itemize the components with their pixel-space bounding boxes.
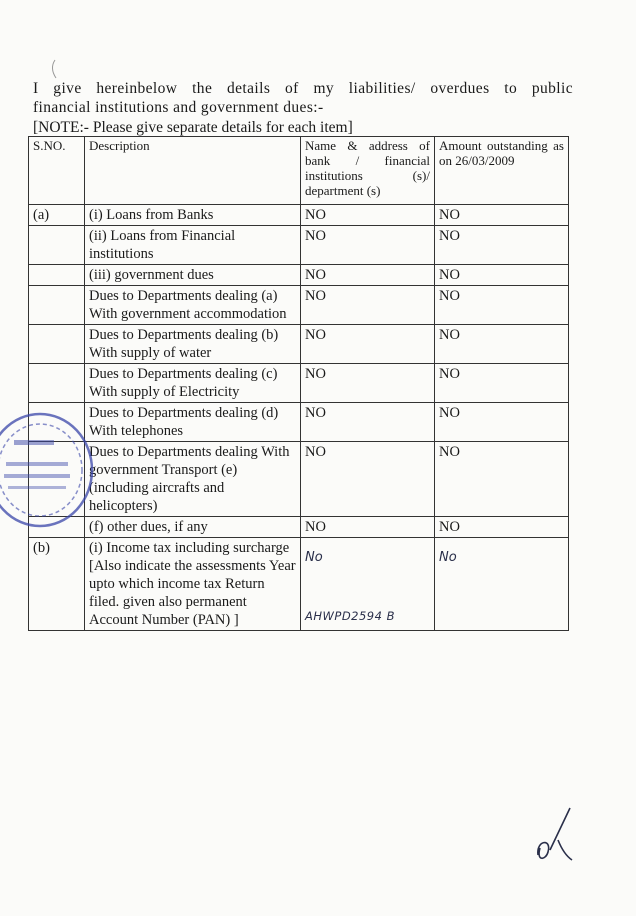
header-description: Description [85,137,301,205]
row-amount: NO [435,442,569,517]
note-text: [NOTE:- Please give separate details for each item] [33,119,353,136]
row-description: (i) Loans from Banks [85,205,301,226]
table-row [29,364,569,403]
table-row [29,538,569,631]
table-row [29,286,569,325]
table-row [29,442,569,517]
row-name: NO [301,403,435,442]
liabilities-table [28,136,569,631]
row-name: NO [301,205,435,226]
row-amount: NO [435,226,569,265]
handwritten-pan: AHWPD2594 B [305,609,395,623]
row-description: (i) Income tax including surcharge [Also indicate the assessments Year upto which income tax Return filed. given also permanent Account Number (PAN) ] [85,538,301,631]
table-row [29,403,569,442]
row-name: NO [301,517,435,538]
row-amount: NO [435,364,569,403]
row-description: Dues to Departments dealing With government Transport (e) (including aircrafts and helicopters) [85,442,301,517]
row-description: Dues to Departments dealing (a) With government accommodation [85,286,301,325]
official-stamp-icon [0,410,96,530]
table-row [29,325,569,364]
row-sno [29,226,85,265]
row-name: NO [301,325,435,364]
handwritten-no: No [439,550,457,565]
row-amount: NO [435,325,569,364]
row-name: NO [301,226,435,265]
row-sno: (b) [29,538,85,631]
table-row [29,226,569,265]
header-amount: Amount outstanding as on 26/03/2009 [435,137,569,205]
row-description: (f) other dues, if any [85,517,301,538]
intro-paragraph [33,79,573,117]
row-description: Dues to Departments dealing (b) With supply of water [85,325,301,364]
row-amount: NO [435,286,569,325]
handwritten-no: No [305,550,323,565]
row-description: Dues to Departments dealing (c) With supply of Electricity [85,364,301,403]
row-name: NO [301,442,435,517]
row-amount: NO [435,403,569,442]
row-sno [29,364,85,403]
row-amount: NO [435,205,569,226]
row-sno [29,265,85,286]
row-description: (iii) government dues [85,265,301,286]
table-row [29,517,569,538]
row-name: NO [301,265,435,286]
header-sno: S.NO. [29,137,85,205]
signature-initials-icon [528,800,578,870]
intro-line-1: I give hereinbelow the details of my liabilities/ overdues to public [33,80,573,97]
row-amount-cell [435,538,569,631]
row-description: Dues to Departments dealing (d) With telephones [85,403,301,442]
table-row [29,265,569,286]
row-sno [29,325,85,364]
row-amount: NO [435,517,569,538]
table-header-row [29,137,569,205]
row-amount: NO [435,265,569,286]
intro-line-2: financial institutions and government dues:- [33,99,324,116]
row-name: NO [301,364,435,403]
table-row [29,205,569,226]
row-description: (ii) Loans from Financial institutions [85,226,301,265]
header-name-address: Name & address of bank / financial institutions (s)/ department (s) [301,137,435,205]
row-sno [29,286,85,325]
row-sno: (a) [29,205,85,226]
row-name-cell [301,538,435,631]
row-name: NO [301,286,435,325]
